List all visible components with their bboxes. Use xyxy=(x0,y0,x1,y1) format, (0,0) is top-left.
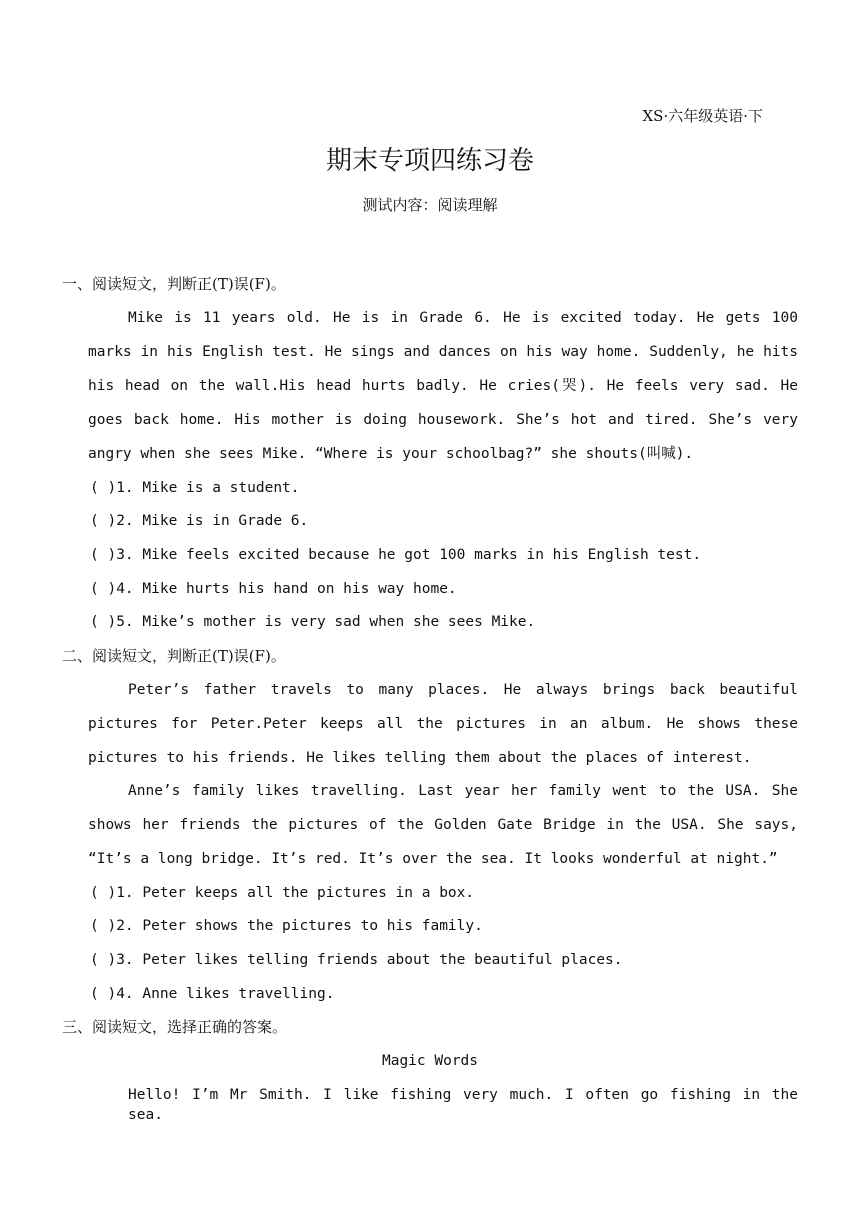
question-item: ( )3. Mike feels excited because he got 100 marks in his English test. xyxy=(90,547,702,563)
passage-line: Mike is 11 years old. He is in Grade 6. He is excited today. He gets 100 xyxy=(128,310,798,326)
passage-line: Hello! I’m Mr Smith. I like fishing very much. I often go fishing in the sea. xyxy=(128,1087,798,1123)
question-item: ( )4. Mike hurts his hand on his way home. xyxy=(90,581,457,597)
story-title: Magic Words xyxy=(381,1053,479,1069)
page-title: 期末专项四练习卷 xyxy=(325,146,534,176)
question-item: ( )2. Peter shows the pictures to his family. xyxy=(90,918,483,934)
section-1-heading: 一、阅读短文，判断正(T)误(F)。 xyxy=(62,275,286,293)
section-3-heading: 三、阅读短文，选择正确的答案。 xyxy=(62,1018,288,1036)
question-item: ( )5. Mike’s mother is very sad when she sees Mike. xyxy=(90,614,536,630)
question-item: ( )2. Mike is in Grade 6. xyxy=(90,513,309,529)
passage-line: pictures for Peter.Peter keeps all the pictures in an album. He shows these xyxy=(88,716,798,732)
question-item: ( )1. Mike is a student. xyxy=(90,480,300,496)
section-2-heading: 二、阅读短文，判断正(T)误(F)。 xyxy=(62,647,286,665)
question-item: ( )4. Anne likes travelling. xyxy=(90,986,335,1002)
passage-line: marks in his English test. He sings and dances on his way home. Suddenly, he hits xyxy=(88,344,798,360)
passage-line: goes back home. His mother is doing housework. She’s hot and tired. She’s very xyxy=(88,412,798,428)
question-item: ( )3. Peter likes telling friends about the beautiful places. xyxy=(90,952,623,968)
passage-line: shows her friends the pictures of the Golden Gate Bridge in the USA. She says, xyxy=(88,817,798,833)
question-item: ( )1. Peter keeps all the pictures in a box. xyxy=(90,885,475,901)
grade-tag: XS·六年级英语·下 xyxy=(642,107,763,125)
passage-line: his head on the wall.His head hurts badly. He cries(哭). He feels very sad. He xyxy=(88,378,798,394)
passage-line: angry when she sees Mike. “Where is your schoolbag?” she shouts(叫喊). xyxy=(88,446,694,462)
page-subtitle: 测试内容：阅读理解 xyxy=(362,196,498,214)
passage-line: Peter’s father travels to many places. He always brings back beautiful xyxy=(128,682,798,698)
passage-line: Anne’s family likes travelling. Last year her family went to the USA. She xyxy=(128,783,798,799)
passage-line: “It’s a long bridge. It’s red. It’s over the sea. It looks wonderful at night.” xyxy=(88,851,778,867)
passage-line: pictures to his friends. He likes telling them about the places of interest. xyxy=(88,750,752,766)
